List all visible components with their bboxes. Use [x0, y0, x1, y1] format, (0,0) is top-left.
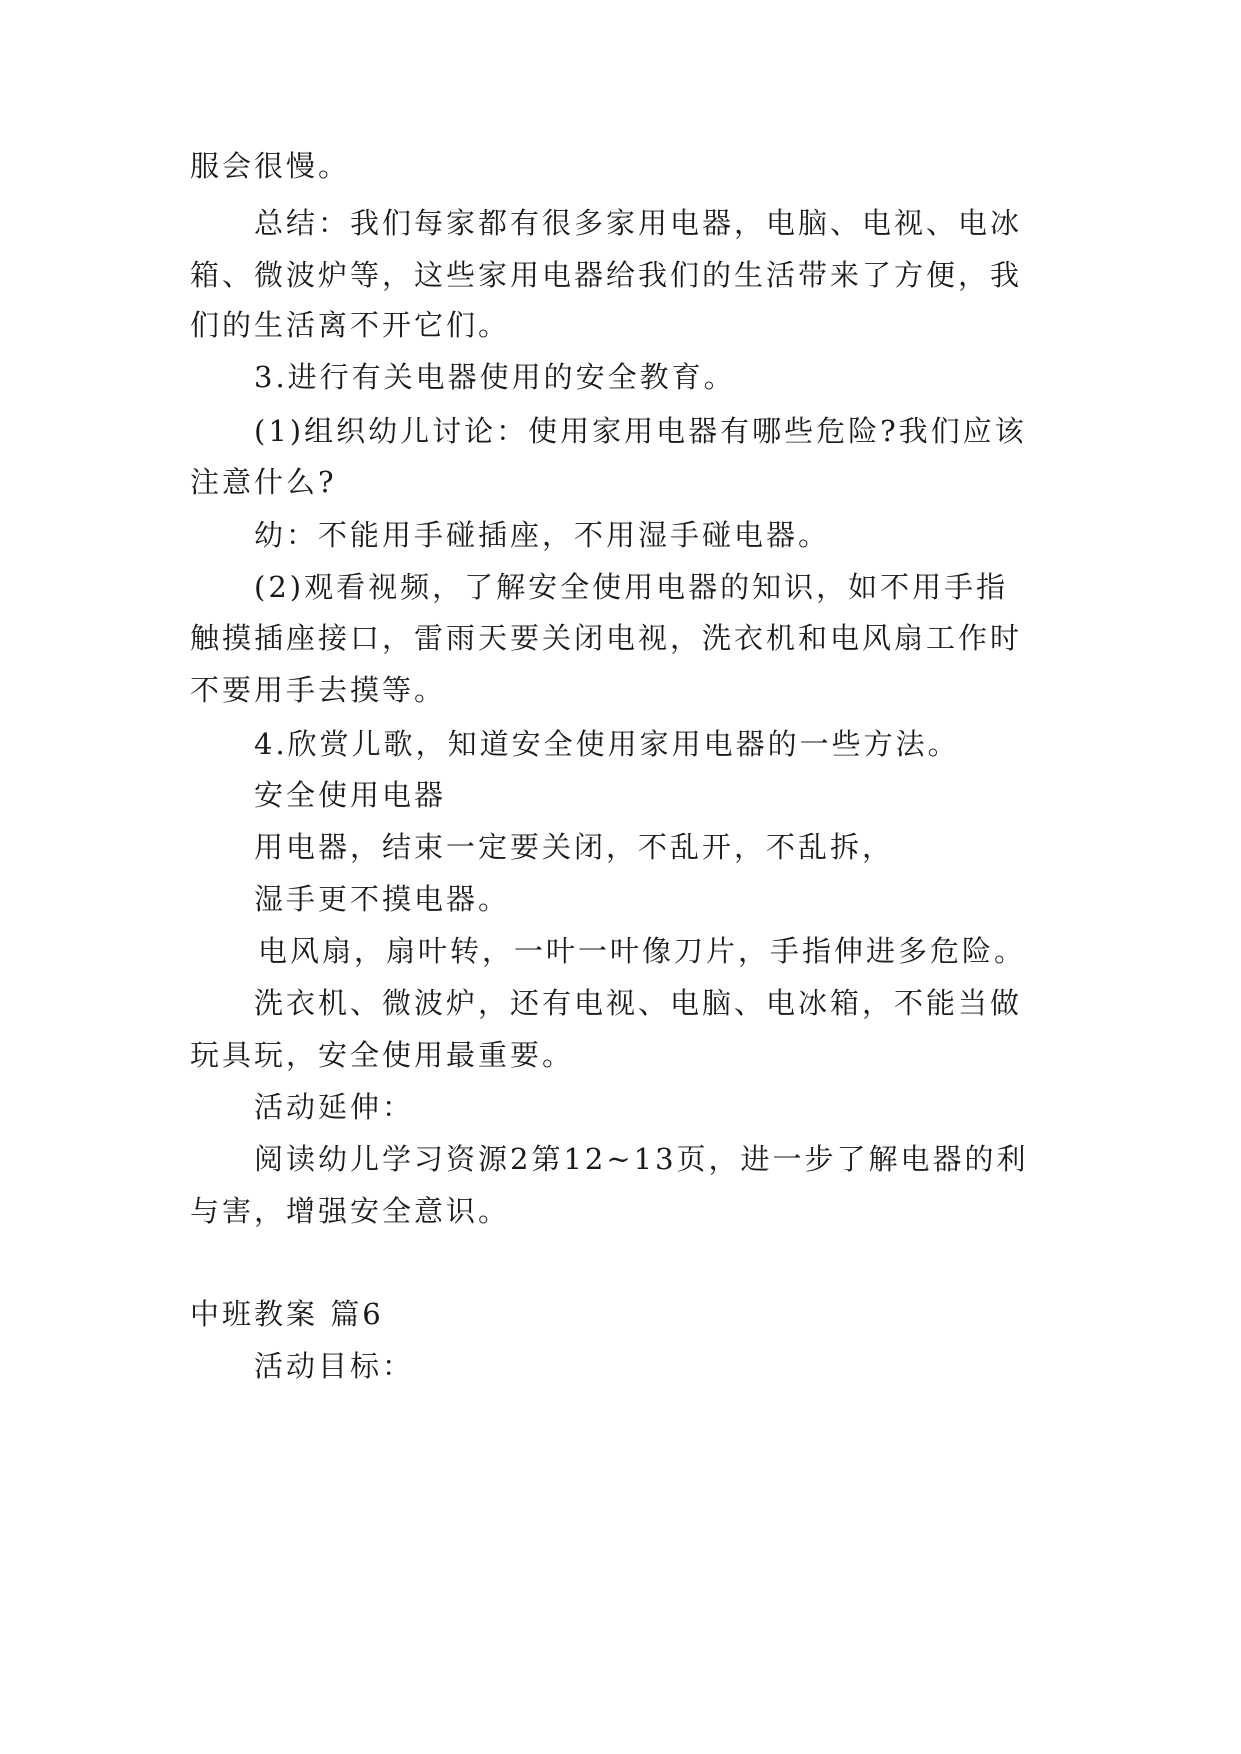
text-line: 幼：不能用手碰插座，不用湿手碰电器。 [254, 518, 831, 552]
text-line: 服会很慢。 [190, 149, 351, 183]
text-line: 电风扇，扇叶转，一叶一叶像刀片，手指伸进多危险。 [258, 934, 1027, 968]
text-line: 安全使用电器 [254, 778, 447, 812]
text-line: 总结：我们每家都有很多家用电器，电脑、电视、电冰 [254, 206, 1023, 240]
text-line: 洗衣机、微波炉，还有电视、电脑、电冰箱，不能当做 [254, 986, 1023, 1020]
text-line: 与害，增强安全意识。 [190, 1194, 511, 1228]
text-line: 触摸插座接口，雷雨天要关闭电视，洗衣机和电风扇工作时 [190, 621, 1023, 655]
text-line: (2)观看视频，了解安全使用电器的知识，如不用手指 [254, 570, 1009, 604]
text-line: 不要用手去摸等。 [190, 673, 447, 707]
section-heading: 中班教案 篇6 [190, 1297, 384, 1331]
text-line: 活动目标： [254, 1349, 415, 1383]
text-line: 4.欣赏儿歌，知道安全使用家用电器的一些方法。 [254, 727, 960, 761]
text-line: 玩具玩，安全使用最重要。 [190, 1038, 575, 1072]
text-line: (1)组织幼儿讨论：使用家用电器有哪些危险?我们应该 [254, 414, 1027, 448]
text-line: 活动延伸： [254, 1090, 415, 1124]
text-line: 湿手更不摸电器。 [254, 882, 511, 916]
text-line: 3.进行有关电器使用的安全教育。 [254, 360, 736, 394]
text-line: 用电器，结束一定要关闭，不乱开，不乱拆， [254, 830, 895, 864]
text-line: 们的生活离不开它们。 [190, 308, 511, 342]
text-line: 注意什么? [190, 465, 337, 499]
text-line: 箱、微波炉等，这些家用电器给我们的生活带来了方便，我 [190, 258, 1023, 292]
text-line: 阅读幼儿学习资源2第12~13页，进一步了解电器的利 [254, 1142, 1029, 1176]
